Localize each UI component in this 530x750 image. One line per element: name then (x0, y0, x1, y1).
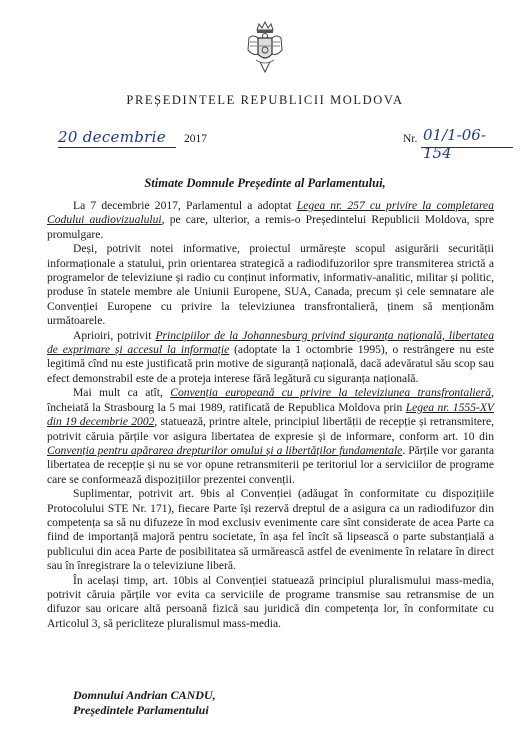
ratification-law-reference: Legea nr. 1555-XV din 19 decembrie 2002 (47, 400, 495, 429)
date-number-row (58, 126, 488, 162)
number-label: Nr. (403, 133, 418, 145)
coat-of-arms-icon (245, 20, 285, 76)
number-handwritten: 01/1-06-154 (423, 126, 486, 162)
convention-reference: Convenția europeană cu privire la televiziunea transfrontalieră (170, 386, 492, 400)
paragraph-6: În același timp, art. 10bis al Convenției statuează principiul pluralismului mass-media, potrivit căruia părțile vor evita ca serviciile de programe transmise sau retransmise de un difuzor sau oricare altă persoană fizică sau juridică din competența lor, în conformitate cu Articolul 3, să pericliteze pluralismul mass-media. (47, 573, 494, 630)
salutation: Stimate Domnule Președinte al Parlamentului, (144, 176, 386, 190)
johannesburg-principles-reference: Principiilor de la Johannesburg privind siguranța națională, libertatea de exprimare și accesul la informație (47, 328, 494, 357)
paragraph-5: Suplimentar, potrivit art. 9bis al Convenției (adăugat în conformitate cu dispozițiile Protocolului STE Nr. 171), fiecare Parte își rezervă dreptul de a asigura ca un radiodifuzor din competența sa să nu difuzeze în mod exclusiv evenimente care sînt considerate de acea Parte ca fiind de importanță majoră pentru societate, în așa fel încît să lipsească o parte substanțială a publicului din acea Parte de posibilitatea să urmărească astfel de evenimente în relatare în direct sau în înregistrare la o televiziune liberă. (47, 487, 494, 573)
date-handwritten: 20 decembrie (58, 128, 166, 146)
number-underline (421, 147, 513, 148)
paragraph-1: La 7 decembrie 2017, Parlamentul a adoptat Legea nr. 257 cu privire la completarea Codului audiovizualului, pe care, ulterior, a remis-o Președintelui Republicii Moldova, spre promulgare. (47, 199, 495, 241)
paragraph-4: Mai mult ca atît, Convenția europeană cu privire la televiziunea transfrontalieră, încheiată la Strasbourg la 5 mai 1989, ratificată de Republica Moldova prin Legea nr. 1555-XV din 19 decembrie 2002, statuează, printre altele, principiul libertății de recepție și retransmitere, potrivit căruia părțile vor asigura libertatea de expresie și de informare, conform art. 10 din Convenția pentru apărarea drepturilor omului și a libertăților fundamentale. Părțile vor garanta libertatea de recepție și nu se vor opune retransmiterii pe teritoriul lor a serviciilor de programe care se conformează dispozițiilor prezentei convenții. (47, 386, 495, 486)
addressee-title: Președintele Parlamentului (73, 703, 209, 717)
date-underline (58, 147, 176, 148)
paragraph-3: Aprioiri, potrivit Principiilor de la Johannesburg privind siguranța națională, libertatea de exprimare și accesul la informație (adoptate la 1 octombrie 1995), o restrângere nu este legitimă cînd nu este justificată prin motive de siguranță națională, dacă adevăratul său scop sau efect demonstrabil este de a proteja interese fără legătură cu siguranța națională. (47, 328, 494, 385)
addressee-name: Domnului Andrian CANDU, (73, 688, 216, 702)
letter-body (47, 199, 494, 631)
addressee-block (73, 688, 216, 718)
human-rights-convention-reference: Convenția pentru apărarea drepturilor omului și a libertăților fundamentale (47, 443, 403, 457)
header-title: PREȘEDINTELE REPUBLICII MOLDOVA (126, 93, 404, 107)
date-year: 2017 (184, 133, 207, 145)
paragraph-2: Deși, potrivit notei informative, proiectul urmărește scopul asigurării securității informaționale a statului, prin orientarea strategică a radiodifuzorilor spre transmiterea strictă a programelor de televiziune și radio cu conținut informativ, informativ-analitic, militar și politic, produse în statele membre ale Uniunii Europene, SUA, Canada, precum și cele semnatare ale Convenției Europene cu privire la televiziunea transfrontalieră, ținem să menționăm următoarele. (47, 242, 494, 328)
law-reference: Legea nr. 257 cu privire la completarea Codului audiovizualului (47, 199, 494, 227)
